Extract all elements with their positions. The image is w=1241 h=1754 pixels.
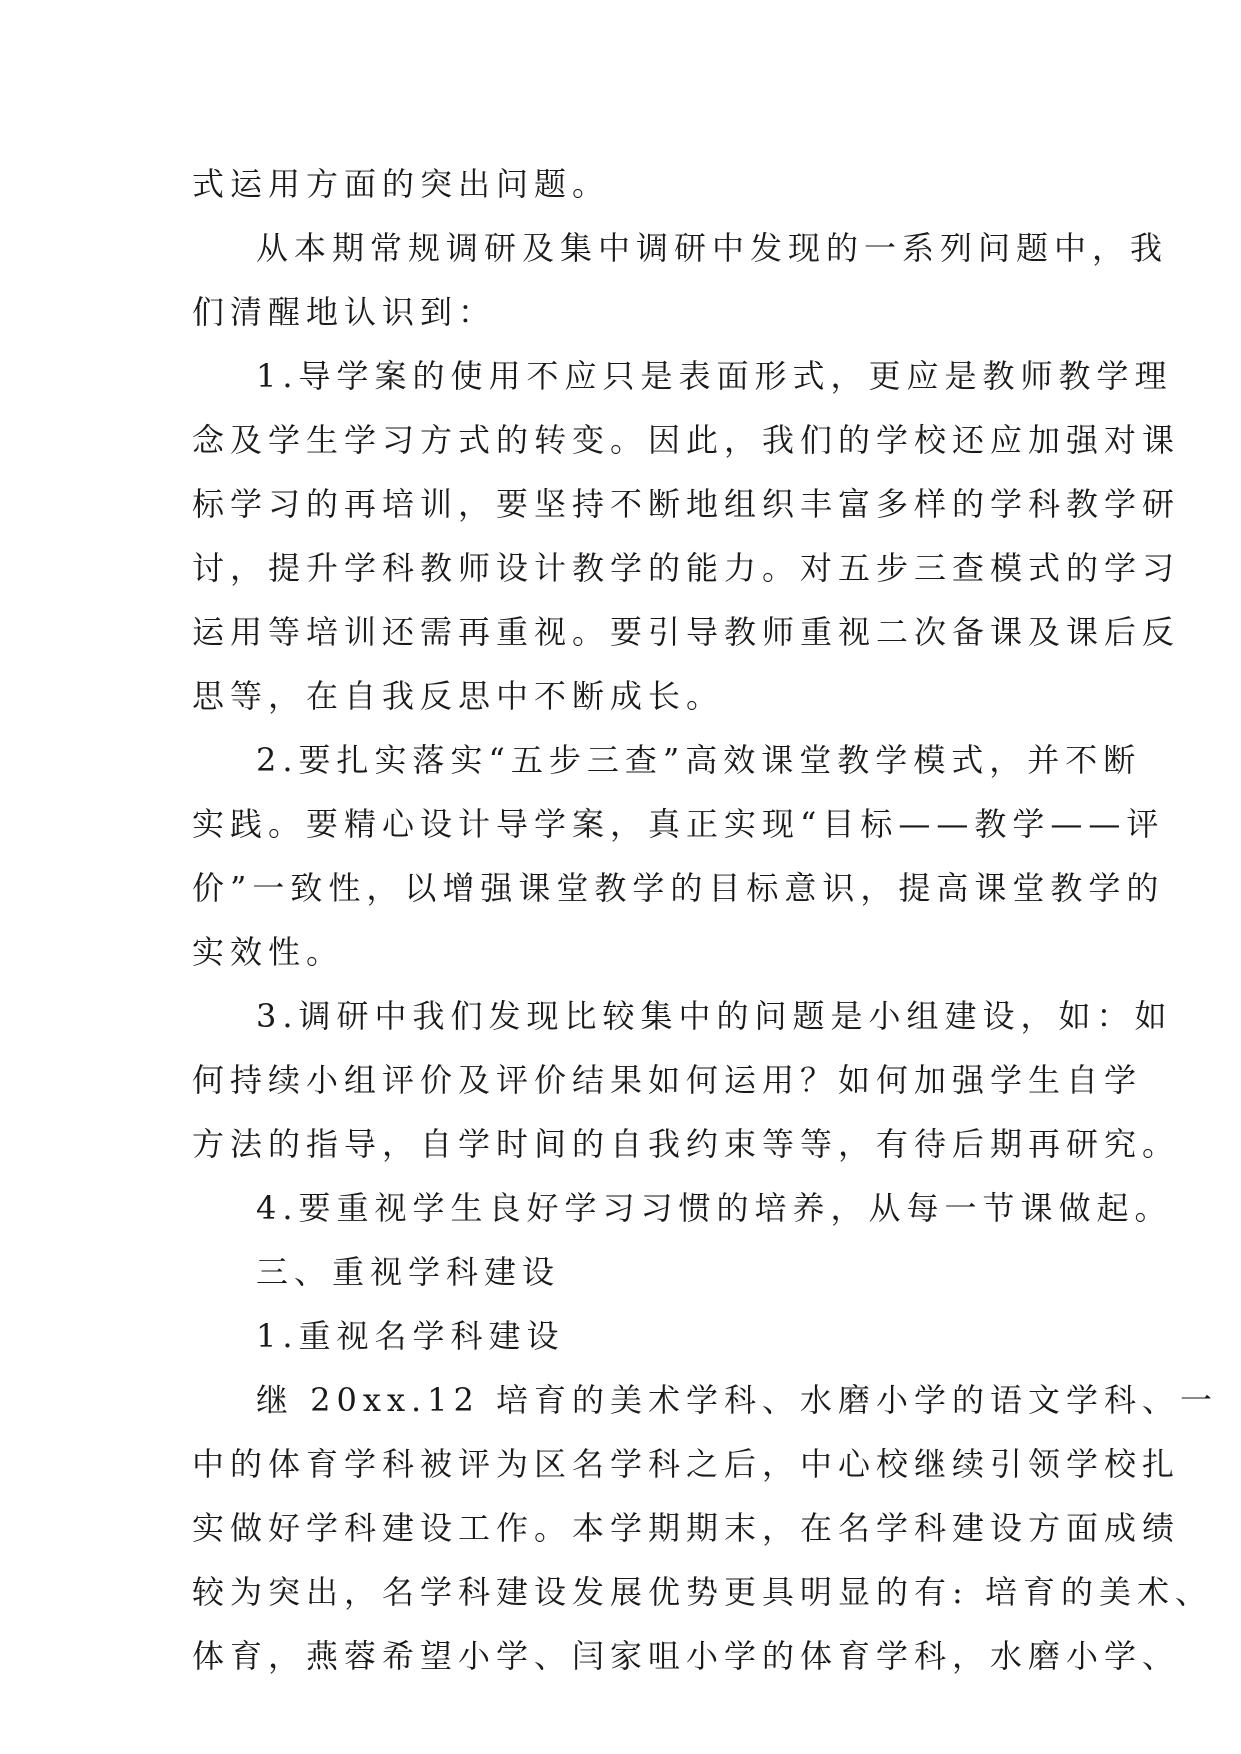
text-line: 实做好学科建设工作。本学期期末，在名学科建设方面成绩: [192, 1509, 1181, 1547]
text-line: 1.导学案的使用不应只是表面形式，更应是教师教学理: [256, 357, 1173, 395]
text-line: 念及学生学习方式的转变。因此，我们的学校还应加强对课: [192, 421, 1181, 459]
text-line: 3.调研中我们发现比较集中的问题是小组建设，如：如: [256, 997, 1173, 1035]
text-line: 思等，在自我反思中不断成长。: [192, 677, 725, 715]
text-line: 实践。要精心设计导学案，真正实现“目标——教学——评: [192, 805, 1165, 843]
section-heading: 三、重视学科建设: [256, 1253, 561, 1291]
text-line: 价”一致性，以增强课堂教学的目标意识，提高课堂教学的: [192, 869, 1165, 907]
text-line: 体育，燕蓉希望小学、闫家咀小学的体育学科，水磨小学、: [192, 1637, 1181, 1675]
text-line: 何持续小组评价及评价结果如何运用？如何加强学生自学: [192, 1061, 1143, 1099]
text-line: 讨，提升学科教师设计教学的能力。对五步三查模式的学习: [192, 549, 1181, 587]
text-line: 较为突出，名学科建设发展优势更具明显的有: 培育的美术、: [192, 1573, 1213, 1611]
text-line: 4.要重视学生良好学习习惯的培养，从每一节课做起。: [256, 1189, 1173, 1227]
text-line: 中的体育学科被评为区名学科之后，中心校继续引领学校扎: [192, 1445, 1181, 1483]
document-body: [192, 152, 1219, 1688]
text-line: 从本期常规调研及集中调研中发现的一系列问题中，我: [256, 229, 1169, 267]
subsection-heading: 1.重视名学科建设: [256, 1317, 565, 1355]
text-line: 标学习的再培训，要坚持不断地组织丰富多样的学科教学研: [192, 485, 1181, 523]
text-line: 实效性。: [192, 933, 345, 971]
text-line: 2.要扎实落实“五步三查”高效课堂教学模式，并不断: [256, 741, 1142, 779]
text-line: 运用等培训还需再重视。要引导教师重视二次备课及课后反: [192, 613, 1181, 651]
text-line: 式运用方面的突出问题。: [192, 165, 611, 203]
text-line: 们清醒地认识到：: [192, 293, 497, 331]
text-line: 继 20xx.12 培育的美术学科、水磨小学的语文学科、一: [256, 1381, 1219, 1419]
text-line: 方法的指导，自学时间的自我约束等等，有待后期再研究。: [192, 1125, 1181, 1163]
